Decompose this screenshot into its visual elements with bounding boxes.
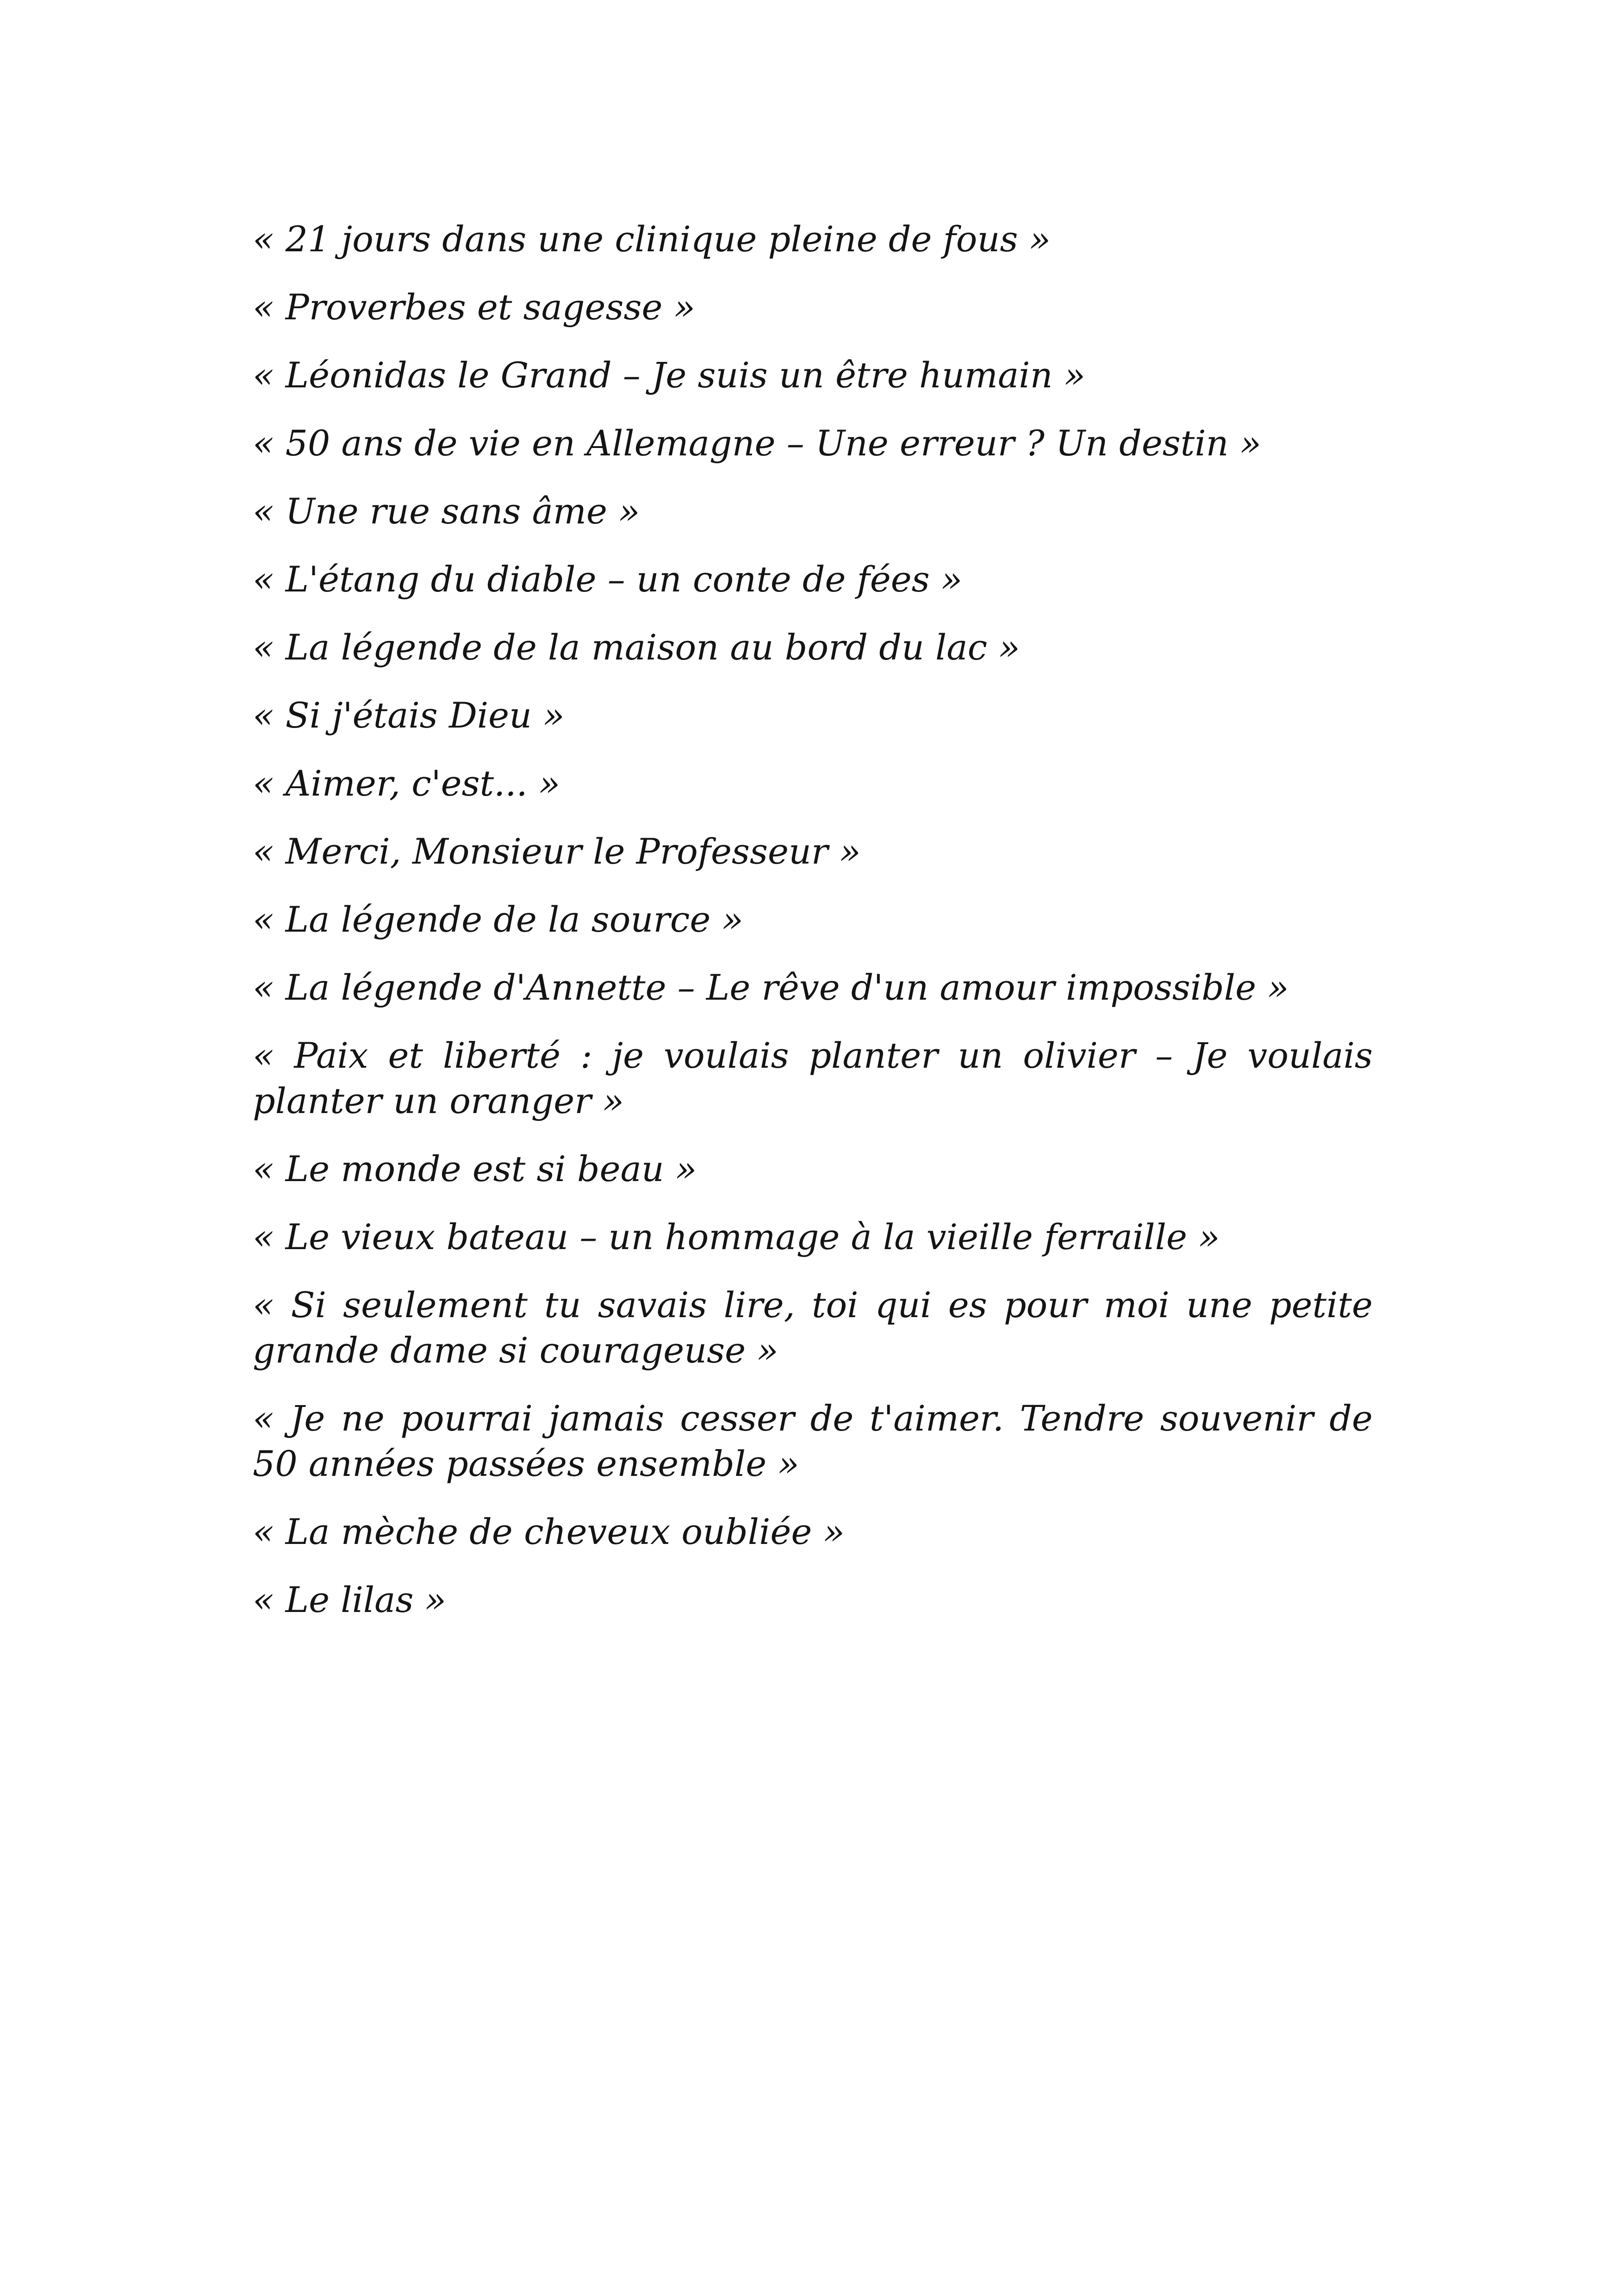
title-item: « Paix et liberté : je voulais planter un olivier – Je voulais planter un oranger » <box>253 1035 1373 1121</box>
title-item: « Le lilas » <box>253 1579 447 1620</box>
title-item: « L'étang du diable – un conte de fées » <box>253 559 963 600</box>
title-item: « Léonidas le Grand – Je suis un être humain » <box>253 355 1086 396</box>
title-item: « Aimer, c'est... » <box>253 763 560 804</box>
titles-list <box>253 217 1373 1645</box>
title-item: « La légende de la source » <box>253 899 744 940</box>
title-item: « 21 jours dans une clinique pleine de fous » <box>253 218 1051 260</box>
title-item: « Proverbes et sagesse » <box>253 286 696 328</box>
title-item: « La légende d'Annette – Le rêve d'un amour impossible » <box>253 967 1289 1008</box>
title-item: « Le monde est si beau » <box>253 1148 697 1189</box>
title-item: « Merci, Monsieur le Professeur » <box>253 831 861 872</box>
title-item: « Une rue sans âme » <box>253 491 640 532</box>
title-item: « Je ne pourrai jamais cesser de t'aimer. Tendre souvenir de 50 années passées ensemble » <box>253 1398 1373 1484</box>
title-item: « Le vieux bateau – un hommage à la vieille ferraille » <box>253 1216 1220 1257</box>
title-item: « Si seulement tu savais lire, toi qui es pour moi une petite grande dame si courageuse » <box>253 1284 1373 1371</box>
title-item: « La légende de la maison au bord du lac » <box>253 627 1020 668</box>
title-item: « 50 ans de vie en Allemagne – Une erreur ? Un destin » <box>253 423 1262 464</box>
title-item: « La mèche de cheveux oubliée » <box>253 1511 845 1552</box>
title-item: « Si j'étais Dieu » <box>253 695 565 736</box>
